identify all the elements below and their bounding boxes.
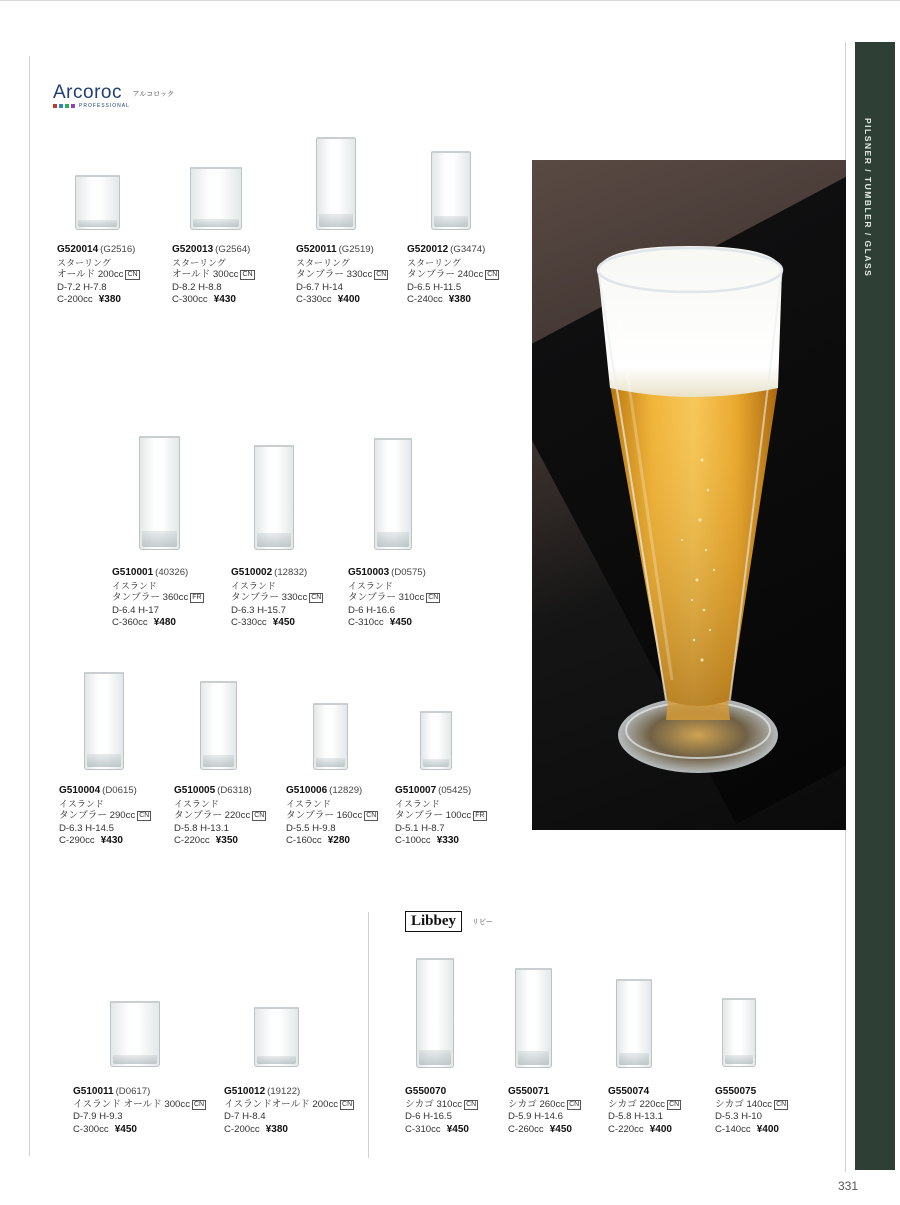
glass-image-g550070 (416, 958, 454, 1068)
product-series: イスランド (348, 580, 393, 591)
glass-image-g510007 (420, 711, 452, 770)
pilsner-beer-photo (532, 160, 846, 830)
origin-badge: CN (127, 271, 138, 279)
product-type: タンブラー 240cc (407, 269, 484, 281)
arcoroc-professional-label: PROFESSIONAL (79, 103, 130, 109)
product-dimensions: D-6 H-16.5 (405, 1111, 452, 1123)
product-capacity: C-300cc (172, 294, 208, 306)
product-ref: (12829) (329, 785, 363, 796)
product-code: G510006 (286, 785, 328, 796)
glass-image-g510002 (254, 445, 294, 550)
product-code: G510011 (73, 1086, 114, 1097)
product-g510003 (348, 567, 440, 630)
product-ref: (12832) (274, 567, 308, 578)
origin-badge: CN (669, 1100, 680, 1108)
product-ref: (G2519) (338, 244, 374, 255)
product-series: スターリング (57, 257, 111, 268)
product-ref: (G2564) (215, 244, 251, 255)
product-series: イスランド (59, 798, 104, 809)
product-code: G520014 (57, 244, 99, 255)
product-dimensions: D-5.8 H-13.1 (174, 822, 229, 834)
product-series: スターリング (407, 257, 461, 268)
product-code: G510005 (174, 785, 216, 796)
product-capacity: C-200cc (57, 294, 93, 306)
product-capacity: C-290cc (59, 835, 95, 847)
page-number: 331 (838, 1179, 859, 1193)
product-g520014 (57, 244, 140, 307)
product-ref: (G3474) (450, 244, 486, 255)
product-code: G510007 (395, 785, 437, 796)
product-price: ¥380 (448, 294, 471, 306)
product-price: ¥400 (337, 294, 360, 306)
origin-badge: CN (311, 594, 322, 602)
product-dimensions: D-6.7 H-14 (296, 281, 343, 293)
product-capacity: C-330cc (231, 617, 267, 629)
product-price: ¥430 (100, 835, 123, 847)
product-type: タンブラー 330cc (296, 269, 373, 281)
product-code: G550070 (405, 1086, 447, 1097)
glass-image-g520012 (431, 151, 471, 230)
product-price: ¥350 (215, 835, 238, 847)
product-ref: (D0575) (391, 567, 426, 578)
product-dimensions: D-5.5 H-9.8 (286, 822, 336, 834)
product-price: ¥450 (114, 1123, 137, 1135)
product-ref: (D0617) (115, 1086, 151, 1097)
product-capacity: C-200cc (224, 1123, 260, 1135)
product-dimensions: D-7.9 H-9.3 (73, 1111, 123, 1123)
product-price: ¥450 (549, 1123, 572, 1135)
glass-image-g510004 (84, 672, 124, 770)
origin-badge: CN (428, 594, 439, 602)
origin-badge: CN (487, 271, 498, 279)
product-dimensions: D-7.2 H-7.8 (57, 281, 107, 293)
category-side-tab-label: PILSNER / TUMBLER / GLASS (863, 118, 873, 278)
origin-badge: CN (254, 812, 265, 820)
product-type: タンブラー 160cc (286, 810, 363, 822)
product-ref: (G2516) (100, 244, 136, 255)
product-ref: (D6318) (217, 785, 252, 796)
product-type: タンブラー 290cc (59, 810, 136, 822)
product-price: ¥450 (272, 617, 295, 629)
product-price: ¥380 (98, 294, 121, 306)
product-dimensions: D-5.1 H-8.7 (395, 822, 445, 834)
product-code: G510004 (59, 785, 101, 796)
product-dimensions: D-7 H-8.4 (224, 1111, 266, 1123)
product-capacity: C-260cc (508, 1123, 544, 1135)
product-code: G510002 (231, 567, 273, 578)
product-g510006 (286, 785, 378, 848)
origin-badge: CN (242, 271, 253, 279)
libbey-kana: リビー (472, 918, 493, 926)
product-ref: (19122) (267, 1086, 301, 1097)
product-g550070 (405, 1086, 478, 1136)
product-type: シカゴ 220cc (608, 1098, 666, 1110)
origin-badge: CN (139, 812, 150, 820)
product-price: ¥400 (649, 1123, 672, 1135)
product-price: ¥430 (213, 294, 236, 306)
product-price: ¥380 (265, 1123, 288, 1135)
product-type: イスランド オールド 300cc (73, 1098, 190, 1110)
top-rule (0, 0, 900, 1)
product-capacity: C-100cc (395, 835, 431, 847)
product-dimensions: D-8.2 H-8.8 (172, 281, 222, 293)
product-type: タンブラー 360cc (112, 592, 189, 604)
origin-badge: CN (466, 1100, 477, 1108)
glass-image-g550075 (722, 998, 756, 1067)
product-code: G510001 (112, 567, 154, 578)
glass-image-g510003 (374, 438, 412, 550)
arcoroc-logo: Arcoroc (53, 82, 122, 103)
product-g510007 (395, 785, 487, 848)
product-type: オールド 200cc (57, 269, 124, 281)
product-capacity: C-360cc (112, 617, 148, 629)
product-type: シカゴ 260cc (508, 1098, 566, 1110)
left-margin-rule (29, 56, 30, 1156)
product-g510004 (59, 785, 151, 848)
product-g520013 (172, 244, 255, 307)
glass-image-g520011 (316, 137, 356, 230)
origin-badge: CN (342, 1100, 353, 1108)
product-code: G510003 (348, 567, 390, 578)
glass-image-g510001 (139, 436, 180, 550)
glass-image-g510006 (313, 703, 348, 770)
glass-image-g510005 (200, 681, 237, 770)
glass-image-g550074 (616, 979, 652, 1068)
product-ref: (40326) (155, 567, 189, 578)
product-type: タンブラー 310cc (348, 592, 425, 604)
product-price: ¥480 (153, 617, 176, 629)
product-g520012 (407, 244, 499, 307)
product-code: G520012 (407, 244, 449, 255)
product-series: イスランド (174, 798, 219, 809)
product-series: スターリング (172, 257, 226, 268)
product-type: タンブラー 100cc (395, 810, 472, 822)
libbey-logo: Libbey (405, 911, 462, 932)
product-type: シカゴ 310cc (405, 1098, 463, 1110)
product-dimensions: D-5.8 H-13.1 (608, 1111, 663, 1123)
product-price: ¥450 (389, 617, 412, 629)
product-dimensions: D-6 H-16.6 (348, 604, 395, 616)
product-type: シカゴ 140cc (715, 1098, 773, 1110)
glass-image-g510011 (110, 1001, 160, 1067)
product-series: スターリング (296, 257, 350, 268)
libbey-brand-header (405, 911, 493, 932)
product-capacity: C-220cc (608, 1123, 644, 1135)
product-capacity: C-310cc (405, 1123, 441, 1135)
product-capacity: C-160cc (286, 835, 322, 847)
glass-image-g520014 (75, 175, 120, 230)
product-series: イスランド (231, 580, 276, 591)
origin-badge: CN (376, 271, 387, 279)
product-g520011 (296, 244, 388, 307)
product-dimensions: D-6.3 H-15.7 (231, 604, 286, 616)
arcoroc-brand-header (53, 82, 174, 109)
product-capacity: C-330cc (296, 294, 332, 306)
product-dimensions: D-6.3 H-14.5 (59, 822, 114, 834)
arcoroc-kana: アルコロック (132, 90, 175, 98)
product-series: イスランド (112, 580, 157, 591)
category-side-tab (855, 42, 895, 1170)
product-g510001 (112, 567, 204, 630)
product-dimensions: D-6.5 H-11.5 (407, 281, 462, 293)
product-g550071 (508, 1086, 581, 1136)
pilsner-glass-illustration (532, 160, 846, 830)
glass-image-g550071 (515, 968, 552, 1068)
product-ref: (05425) (438, 785, 472, 796)
product-dimensions: D-5.9 H-14.6 (508, 1111, 563, 1123)
glass-image-g520013 (190, 167, 242, 230)
product-series: イスランド (286, 798, 331, 809)
product-type: イスランドオールド 200cc (224, 1098, 339, 1110)
product-code: G520011 (296, 244, 337, 255)
product-price: ¥400 (756, 1123, 779, 1135)
product-g510005 (174, 785, 266, 848)
product-dimensions: D-5.3 H-10 (715, 1111, 762, 1123)
origin-badge: CN (776, 1100, 787, 1108)
product-capacity: C-240cc (407, 294, 443, 306)
origin-badge: FR (192, 594, 202, 602)
section-divider-rule (368, 912, 369, 1158)
product-g550074 (608, 1086, 681, 1136)
product-code: G550071 (508, 1086, 550, 1097)
product-series: イスランド (395, 798, 440, 809)
glass-image-g510012 (254, 1007, 299, 1067)
product-capacity: C-310cc (348, 617, 384, 629)
product-type: タンブラー 220cc (174, 810, 251, 822)
origin-badge: CN (194, 1100, 205, 1108)
product-capacity: C-220cc (174, 835, 210, 847)
product-ref: (D0615) (102, 785, 137, 796)
product-g550075 (715, 1086, 788, 1136)
product-g510011 (73, 1086, 206, 1136)
product-price: ¥280 (327, 835, 350, 847)
product-code: G510012 (224, 1086, 266, 1097)
product-code: G520013 (172, 244, 214, 255)
product-code: G550075 (715, 1086, 757, 1097)
product-dimensions: D-6.4 H-17 (112, 604, 159, 616)
product-code: G550074 (608, 1086, 650, 1097)
product-capacity: C-140cc (715, 1123, 751, 1135)
origin-badge: CN (366, 812, 377, 820)
product-type: タンブラー 330cc (231, 592, 308, 604)
product-price: ¥330 (436, 835, 459, 847)
product-type: オールド 300cc (172, 269, 239, 281)
product-capacity: C-300cc (73, 1123, 109, 1135)
product-price: ¥450 (446, 1123, 469, 1135)
origin-badge: CN (569, 1100, 580, 1108)
origin-badge: FR (475, 812, 485, 820)
product-g510012 (224, 1086, 354, 1136)
product-g510002 (231, 567, 323, 630)
